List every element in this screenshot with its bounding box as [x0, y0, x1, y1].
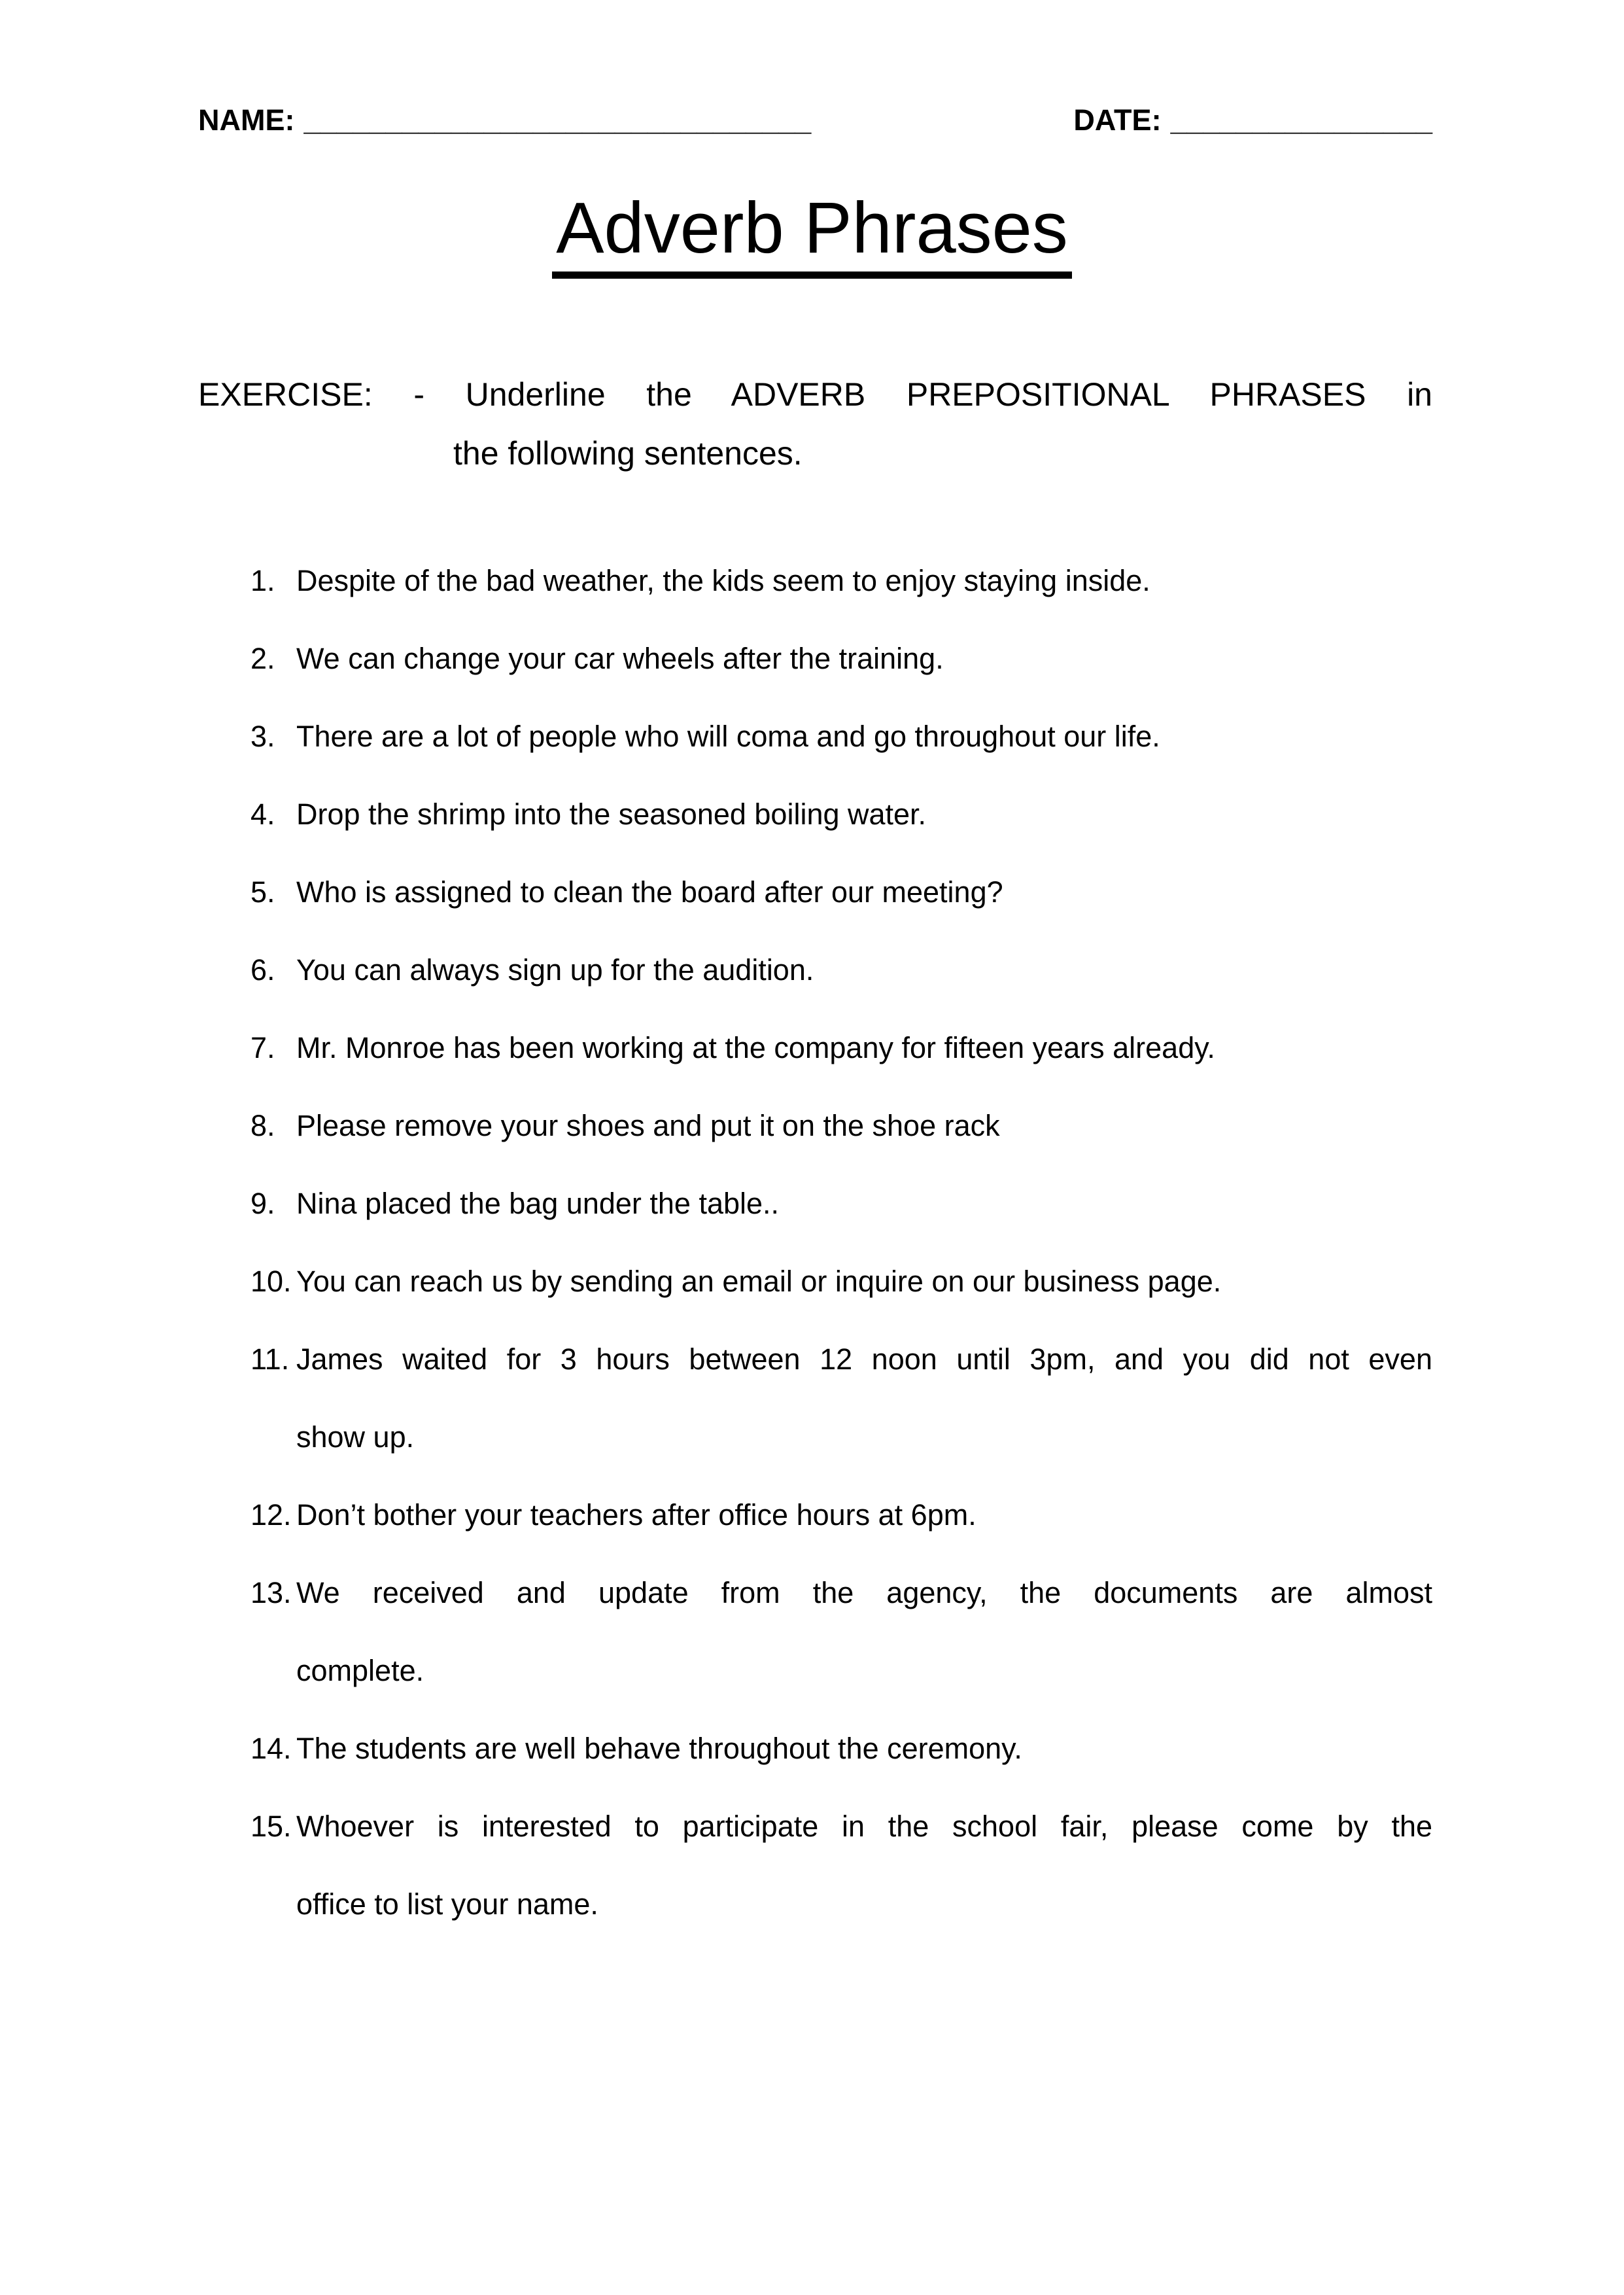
item-text	[296, 1320, 1432, 1476]
list-item	[251, 1242, 1432, 1320]
item-text	[296, 775, 1432, 853]
page-title: Adverb Phrases	[552, 188, 1072, 279]
sentence-list	[251, 542, 1432, 1943]
list-item	[251, 697, 1432, 775]
list-item	[251, 775, 1432, 853]
list-item	[251, 1087, 1432, 1165]
item-number: 11.	[251, 1342, 290, 1376]
item-text	[296, 1242, 1432, 1320]
item-number: 10.	[251, 1265, 292, 1298]
item-text	[296, 1476, 1432, 1554]
sentence-line: You can always sign up for the audition.	[296, 953, 814, 987]
sentence-line: office to list your name.	[296, 1887, 598, 1921]
list-item	[251, 1554, 1432, 1709]
item-number: 15.	[251, 1810, 292, 1843]
item-number: 1.	[251, 564, 275, 597]
item-number: 7.	[251, 1031, 275, 1064]
sentence-line: Don’t bother your teachers after office hours at 6pm.	[296, 1498, 976, 1532]
item-number: 3.	[251, 720, 275, 753]
list-item	[251, 1787, 1432, 1943]
item-number: 4.	[251, 797, 275, 831]
item-number: 14.	[251, 1732, 292, 1765]
header	[198, 103, 1432, 137]
sentence-line: Despite of the bad weather, the kids seem to enjoy staying inside.	[296, 564, 1150, 597]
sentence-line: Whoever is interested to participate in the school fair, please come by the	[296, 1810, 1432, 1843]
sentence-line: We can change your car wheels after the training.	[296, 642, 944, 675]
item-text	[296, 1009, 1432, 1087]
item-text	[296, 1709, 1432, 1787]
item-number: 12.	[251, 1498, 292, 1532]
instruction-block	[198, 365, 1432, 483]
item-number: 8.	[251, 1109, 275, 1142]
item-number: 6.	[251, 953, 275, 987]
item-text	[296, 1787, 1432, 1943]
list-item	[251, 1709, 1432, 1787]
name-blank-line: _______________________________	[303, 103, 812, 137]
item-text	[296, 931, 1432, 1009]
sentence-line: The students are well behave throughout the ceremony.	[296, 1732, 1022, 1765]
title-block	[0, 188, 1624, 279]
list-item	[251, 620, 1432, 697]
item-number: 13.	[251, 1576, 292, 1609]
list-item	[251, 542, 1432, 620]
list-item	[251, 931, 1432, 1009]
item-number: 9.	[251, 1187, 275, 1220]
list-item	[251, 853, 1432, 931]
name-field	[198, 103, 811, 137]
date-label: DATE:	[1073, 103, 1162, 137]
sentence-line: complete.	[296, 1654, 424, 1687]
list-item	[251, 1476, 1432, 1554]
sentence-line: Nina placed the bag under the table..	[296, 1187, 780, 1220]
date-blank-line: ________________	[1170, 103, 1432, 137]
sentence-line: We received and update from the agency, the documents are almost	[296, 1576, 1432, 1609]
item-text	[296, 1087, 1432, 1165]
date-field	[1073, 103, 1432, 137]
item-text	[296, 620, 1432, 697]
sentence-line: You can reach us by sending an email or inquire on our business page.	[296, 1265, 1222, 1298]
item-text	[296, 853, 1432, 931]
sentence-line: James waited for 3 hours between 12 noon until 3pm, and you did not even	[296, 1342, 1432, 1376]
instruction-line-1: EXERCISE: - Underline the ADVERB PREPOSITIONAL PHRASES in	[198, 376, 1432, 413]
item-text	[296, 542, 1432, 620]
list-item	[251, 1165, 1432, 1242]
item-text	[296, 1554, 1432, 1709]
sentence-line: There are a lot of people who will coma and go throughout our life.	[296, 720, 1160, 753]
sentence-line: Mr. Monroe has been working at the company for fifteen years already.	[296, 1031, 1215, 1064]
item-number: 5.	[251, 875, 275, 909]
list-item	[251, 1320, 1432, 1476]
name-label: NAME:	[198, 103, 295, 137]
item-number: 2.	[251, 642, 275, 675]
sentence-line: show up.	[296, 1420, 415, 1454]
instruction-line-2: the following sentences.	[453, 435, 803, 472]
item-text	[296, 1165, 1432, 1242]
sentence-line: Please remove your shoes and put it on the shoe rack	[296, 1109, 1000, 1142]
sentence-line: Drop the shrimp into the seasoned boiling water.	[296, 797, 927, 831]
sentence-line: Who is assigned to clean the board after our meeting?	[296, 875, 1003, 909]
list-item	[251, 1009, 1432, 1087]
item-text	[296, 697, 1432, 775]
